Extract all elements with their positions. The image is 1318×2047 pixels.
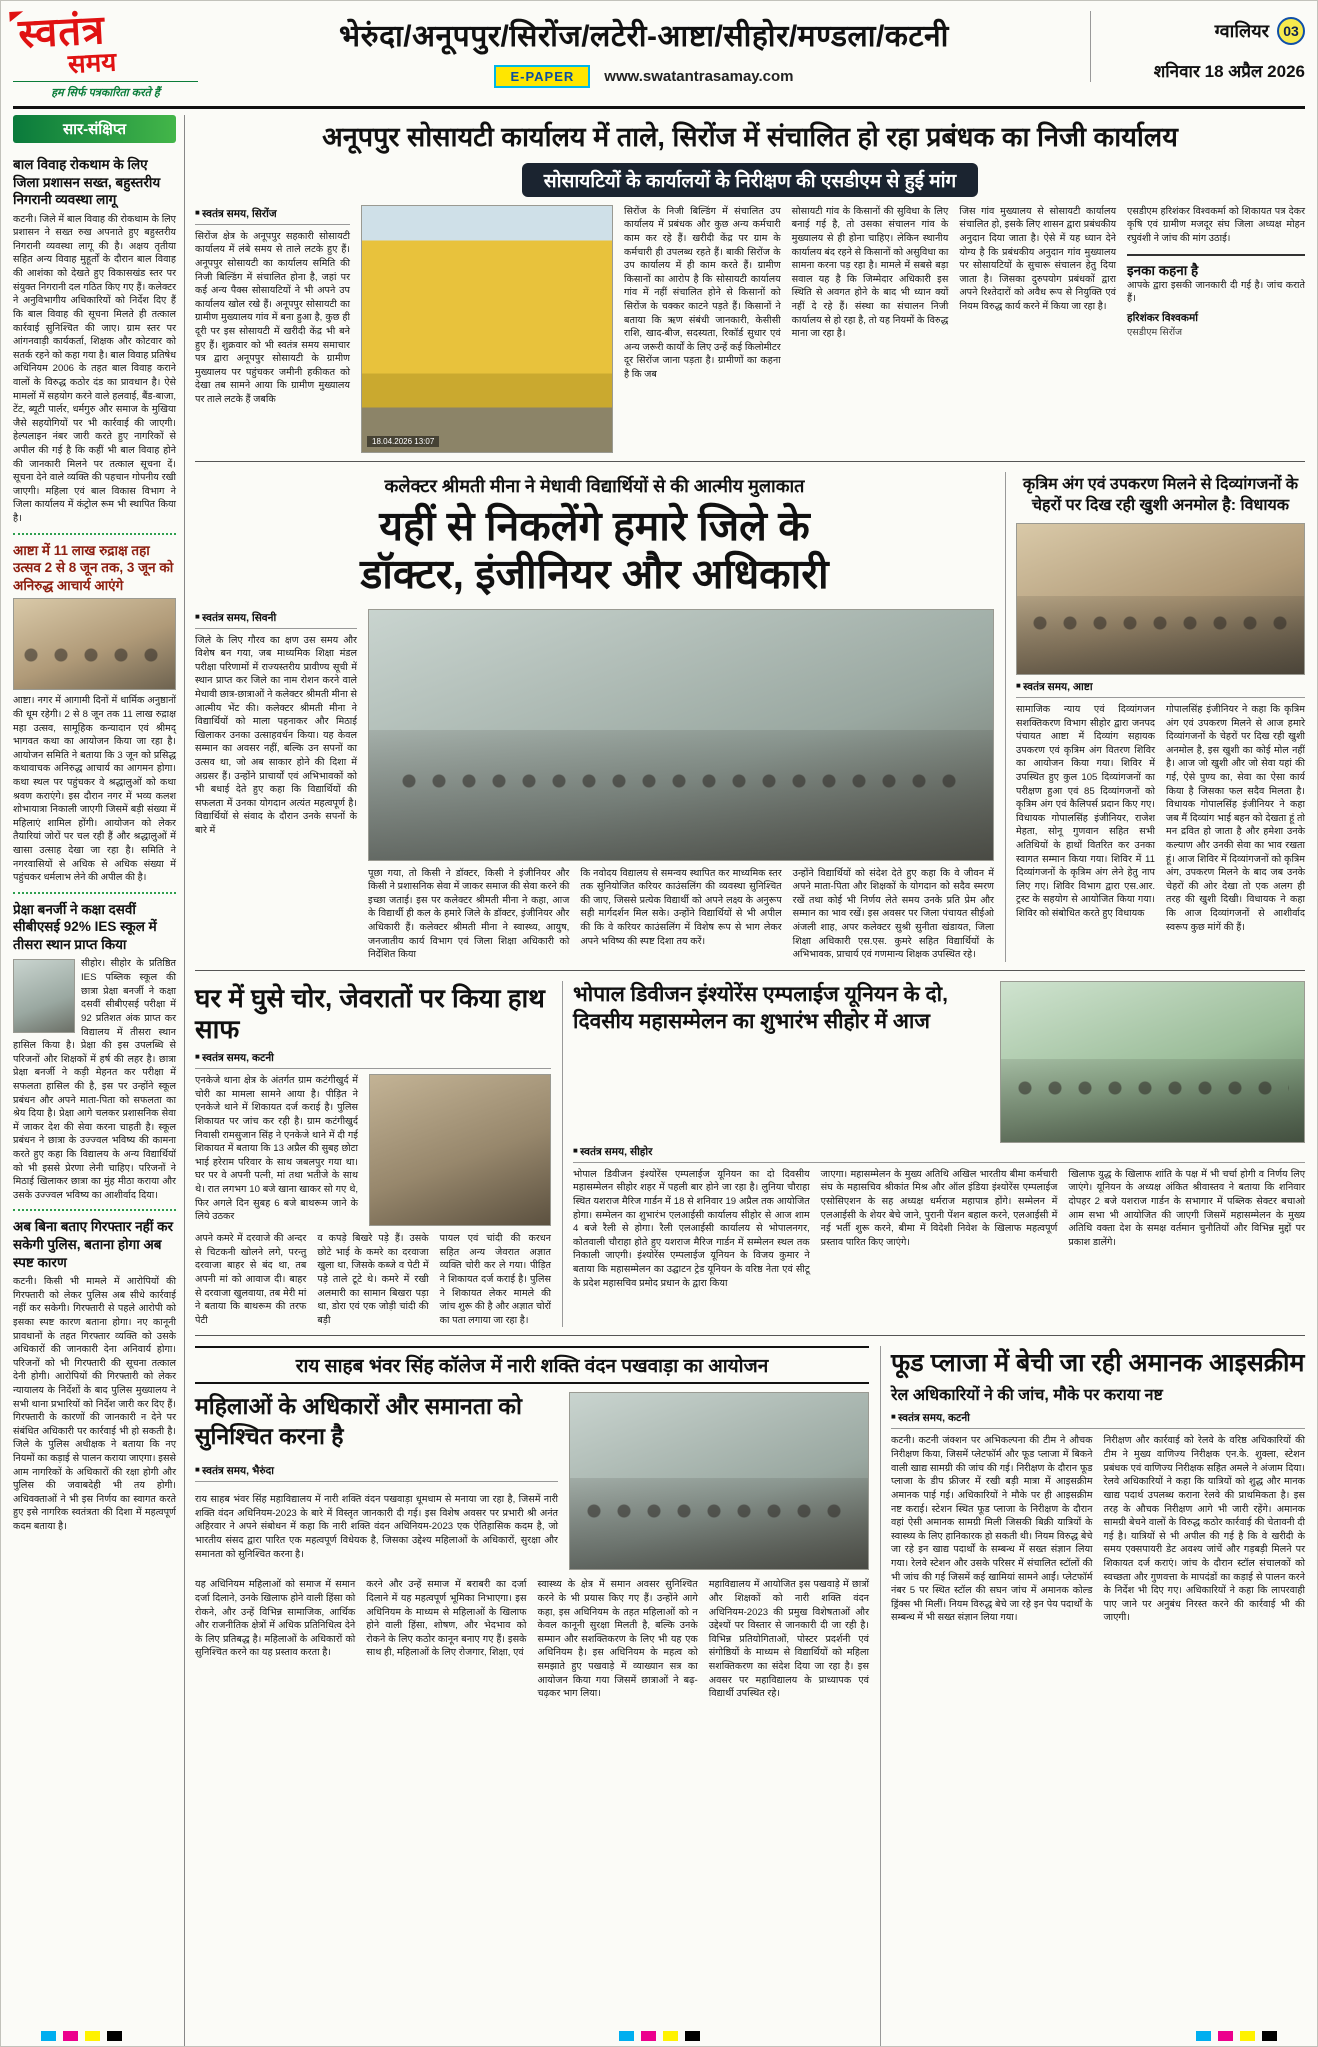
story-students [195,472,994,962]
divyang-camp-photo [1016,523,1305,675]
byline: ■ स्वतंत्र समय, कटनी [195,1051,551,1069]
page-number-badge: 03 [1277,17,1305,45]
tagline: हम सिर्फ पत्रकारिता करते हैं [13,81,198,100]
rudraksh-event-photo [13,598,176,690]
masthead-left [13,8,198,100]
brief-article [13,535,176,894]
byline: ■ स्वतंत्र समय, सिवनी [195,611,357,629]
body-column: सिरोंज के निजी बिल्डिंग में संचालित उप कार्यालय में प्रबंधक और कुछ अन्य कर्मचारी काम कर रहे हैं। खरीदी केंद्र पर ग्राम के कर्मचारी ही उपलब्ध रहते हैं। बाकी सिरोंज के उप कार्यालय में ही काम करते हैं। ग्रामीण किसानों का आरोप है कि सोसायटी कार्यालय गांव में नहीं संचालित होने से किसानों को सिरोंज के चक्कर काटने पड़ते हैं। किसानों ने बताया कि ऋण संबंधी जानकारी, केसीसी राशि, खाद-बीज, सदस्यता, रिकॉर्ड सुधार एवं अन्य जरूरी कार्यों के लिए उन्हें कई किलोमीटर दूर सिरोंज जाना पड़ता है। ग्रामीणों का कहना है कि जब [624,205,781,381]
story-strip-headline: राय साहब भंवर सिंह कॉलेज में नारी शक्ति वंदन पखवाड़ा का आयोजन [195,1346,869,1384]
body-column: गोपालसिंह इंजीनियर ने कहा कि कृत्रिम अंग एवं उपकरण मिलने से आज हमारे दिव्यांगजनों के चेहरों पर दिख रही खुशी अनमोल है, इस खुशी का कोई मोल नहीं है। आज जो खुशी और जो सेवा यहां की गई, ऐसे पुण्य का, सेवा का ऐसा कार्य किया है जिसका फल सदैव मिलता है। विधायक गोपालसिंह इंजीनियर ने कहा जब मैं दिव्यांग भाई बहन को देखता हूं तो मन द्रवित हो जाता है और हमेशा उनके कल्याण और उनकी सेवा का भाव रखता हूं। आज शिविर में दिव्यांगजनों को कृत्रिम अंग, उपकरण मिलने के बाद जब उनके चेहरों की ओर देखा तो एक अलग ही तरह की खुशी दिखी। विधायक ने कहा कि आज दिव्यांगजनों से आशीर्वाद स्वरूप कुछ मांगें की हैं। [1166,703,1305,933]
brief-headline: प्रेक्षा बनर्जी ने कक्षा दसवीं सीबीएसई 92% IES स्कूल में तीसरा स्थान प्राप्त किया [13,901,157,952]
body-column: खिलाफ युद्ध के खिलाफ शांति के पक्ष में भी चर्चा होगी व निर्णय लिए जाएंगे। यूनियन के अध्यक्ष अंकित श्रीवास्तव ने बताया कि शनिवार दोपहर 2 बजे यशराज गार्डन के सभागार में पब्लिक सेक्टर बचाओ आम सभा भी आयोजित की जाएगी जिसमें महासम्मेलन के मुख्य अतिथि वक्ता देश के समक्ष वर्तमान चुनौतियों और विभिन्न मुद्दों पर प्रकाश डालेंगे। [1068,1168,1306,1248]
flag-icon [9,11,24,22]
edition-name: ग्वालियर [1214,21,1269,41]
brief-body: आष्टा। नगर में आगामी दिनों में धार्मिक अनुष्ठानों की धूम रहेगी। 2 से 8 जून तक 11 लाख रुद्राक्ष महा उत्सव, सामूहिक कन्यादान एवं श्रीमद् भागवत कथा का आयोजन किया जा रहा है। आयोजन समिति ने बताया कि 3 जून को प्रसिद्ध कथावाचक अनिरुद्ध आचार्य का आगमन होगा। कथा स्थल पर पहुंचकर वे श्रद्धालुओं को कथा श्रवण कराएंगे। इस दौरान नगर में भव्य कलश शोभायात्रा निकाली जाएगी जिसमें बड़ी संख्या में महिलाएं शामिल होंगी। आयोजन को लेकर तैयारियां जोरों पर चल रही हैं और श्रद्धालुओं में खासा उत्साह देखा जा रहा है। समिति ने नगरवासियों से अधिक से अधिक संख्या में पहुंचकर धर्मलाभ लेने की अपील की है। [13,695,176,884]
brief-headline: बाल विवाह रोकथाम के लिए जिला प्रशासन सख्त, बहुस्तरीय निगरानी व्यवस्था लागू [13,157,161,208]
body-column: जिले के लिए गौरव का क्षण उस समय और विशेष बन गया, जब माध्यमिक शिक्षा मंडल परीक्षा परिणामों में राज्यस्तरीय प्रावीण्य सूची में स्थान प्राप्त कर जिले का नाम रोशन करने वाले मेधावी छात्र-छात्राओं ने कलेक्टर श्रीमती मीना से आत्मीय भेंट की। कलेक्टर श्रीमती मीना ने विद्यार्थियों को माला पहनाकर और मिठाई खिलाकर उनका उत्साहवर्धन किया। यह केवल सम्मान का अवसर नहीं, बल्कि उन सपनों का उत्सव था, जो अब साकार होने की दिशा में अग्रसर हैं। उन्होंने प्राचार्यों एवं अभिभावकों को भी बधाई देते हुए कहा कि विद्यार्थियों की सफलता में उनका योगदान अत्यंत महत्वपूर्ण है। विद्यार्थियों से संवाद के दौरान उनके सपनों के बारे में [195,634,357,837]
brief-headline: अब बिना बताए गिरफ्तार नहीं कर सकेगी पुलिस, बताना होगा अब स्पष्ट कारण [13,1219,173,1270]
quote-text: आपके द्वारा इसकी जानकारी दी गई है। जांच कराते हैं। [1127,279,1306,305]
body-column: सिरोंज क्षेत्र के अनूपपुर सहकारी सोसायटी कार्यालय में लंबे समय से ताले लटके हुए हैं। अनूपपुर सोसायटी का कार्यालय समिति की निजी बिल्डिंग में संचालित होना है, जहां पर कई अन्य पैक्स सोसायटियों ने भी अपने उप कार्यालय खोल रखे हैं। अनूपपुर सोसायटी का ग्रामीण मुख्यालय गांव में बना हुआ है, कुछ ही दूरी पर इस सोसायटी में खरीदी केंद्र भी बने हुए हैं। शुक्रवार को भी स्वतंत्र समय समाचार पत्र द्वारा अनूपपुर सोसायटी के ग्रामीण मुख्यालय पर पहुंचकर जमीनी हकीकत को देखा तब सामने आया कि ग्रामीण मुख्यालय पर ताले लटके हैं जबकि [195,230,350,406]
newspaper-logo [11,6,199,80]
people-silhouettes [585,1502,853,1520]
body-column: पूछा गया, तो किसी ने डॉक्टर, किसी ने इंजीनियर और किसी ने प्रशासनिक सेवा में जाकर समाज की सेवा करने की इच्छा जताई। इस पर कलेक्टर श्रीमती मीना ने कहा, आज के विद्यार्थी ही कल के हमारे जिले के डॉक्टर, इंजीनियर और अधिकारी हैं। कलेक्टर श्रीमती मीना ने स्वास्थ्य, आयुष, जनजातीय कार्य विभाग एवं जिला शिक्षा अधिकारी को निर्देशित किया [368,867,570,961]
logo-text-top: स्वतंत्र [17,8,107,57]
theft-scene-photo [369,1074,551,1226]
story-union [562,981,1305,1328]
byline: ■ स्वतंत्र समय, भैरुंदा [195,1464,558,1482]
story-icecream [880,1346,1305,2047]
story-women [195,1346,869,2047]
byline: ■ स्वतंत्र समय, कटनी [891,1411,1305,1429]
body-column: उन्होंने विद्यार्थियों को संदेश देते हुए कहा कि वे जीवन में अपने माता-पिता और शिक्षकों के योगदान को सदैव स्मरण रखें तथा कोई भी निर्णय लेते समय उनके प्रति प्रेम और सम्मान का भाव रखें। इस अवसर पर जिला पंचायत सीईओ अंजली शाह, अपर कलेक्टर सुश्री सुनीता खंडायत, जिला शिक्षा अधिकारी एस.एस. कुमरे सहित विद्यार्थियों के अभिभावक, प्राचार्य एवं गणमान्य शिक्षक उपस्थित रहे। [792,867,994,961]
people-silhouettes [1031,614,1289,632]
quote-author: हरिशंकर विश्वकर्मा [1127,311,1198,324]
body-column: राय साहब भंवर सिंह महाविद्यालय में नारी शक्ति वंदन पखवाड़ा धूमधाम से मनाया जा रहा है, जिसमें नारी शक्ति वंदन अधिनियम-2023 के बारे में विस्तृत जानकारी दी गई। इस विशेष अवसर पर प्रभारी श्री अनंत अहिरवार ने अपने संबोधन में कहा कि नारी शक्ति वंदन अधिनियम-2023 एक ऐतिहासिक कदम है, जो भारतीय संसद द्वारा पारित एक महत्वपूर्ण विधेयक है, जिसका उद्देश्य महिलाओं के अधिकारों, सुरक्षा और समानता को सुनिश्चित करना है। [195,1494,558,1560]
story-headline: अनूपपुर सोसायटी कार्यालय में ताले, सिरोंज में संचालित हो रहा प्रबंधक का निजी कार्यालय [322,122,1178,152]
cmyk-marks-center [619,2031,700,2041]
story-society [195,115,1305,462]
cmyk-marks-right [1196,2031,1277,2041]
byline: ■ स्वतंत्र समय, सिरोंज [195,207,350,225]
students-group-photo [368,609,994,861]
body-column: भोपाल डिवीजन इंश्योरेंस एम्पलाईज यूनियन का दो दिवसीय महासम्मेलन सीहोर शहर में पहली बार होने जा रहा है। लुनिया चौराहा स्थित यशराज मैरिज गार्डन में 18 से शनिवार 19 अप्रैल तक आयोजित होगा। सम्मेलन का शुभारंभ एलआईसी कार्यालय सीहोर से आज शाम 4 बजे रैली से होगा। रैली एलआईसी कार्यालय से भोपालनगर, कोतवाली चौराहा होते हुए यशराज मैरिज गार्डन में सम्मेलन स्थल तक निकाली जाएगी। इंश्योरेंस एम्पलाईज यूनियन के विजय कुमार ने बताया कि महासम्मेलन का उद्घाटन ट्रेड यूनियन के वरिष्ठ नेता एवं सीटू के प्रदेश महासचिव प्रमोद प्रधान के द्वारा किया [573,1168,810,1289]
body-column: सोसायटी गांव के किसानों की सुविधा के लिए बनाई गई है, तो उसका संचालन गांव के मुख्यालय से ही होना चाहिए। लेकिन स्थानीय कार्यालय बंद रहने से किसानों को असुविधा का सामना करना पड़ रहा है। मामले में सबसे बड़ा सवाल यह है कि जिम्मेदार अधिकारी इस स्थिति से अवगत होने के बाद भी ध्यान क्यों नहीं दे रहे हैं। संस्था का संचालन निजी कार्यालय से हो रहा है, तो यह नियमों के विरुद्ध माना जा रहा है। [791,205,949,340]
story-headline: कृत्रिम अंग एवं उपकरण मिलने से दिव्यांगजनों के चेहरों पर दिख रही खुशी अनमोल है: विधायक [1022,475,1299,515]
story-headline: घर में घुसे चोर, जेवरातों पर किया हाथ साफ [195,982,545,1044]
story-subhead: रेल अधिकारियों ने की जांच, मौके पर कराया नष्ट [891,1386,1163,1404]
middle-section [195,468,1305,971]
people-silhouettes [22,646,167,664]
masthead-rule [13,106,1305,109]
body-column: कि नवोदय विद्यालय से समन्वय स्थापित कर माध्यमिक स्तर तक सुनियोजित करियर काउंसलिंग की व्यवस्था सुनिश्चित की जाए, जिससे प्रत्येक विद्यार्थी को अपने लक्ष्य के अनुरूप सही मार्गदर्शन मिल सके। उन्होंने विद्यार्थियों से भी अपील की कि वे करियर काउंसलिंग में विशेष रूप से भाग लेकर अपने भविष्य की स्पष्ट दिशा तय करें। [580,867,782,947]
epaper-badge[interactable]: E-PAPER [494,65,590,88]
body-column: अपने कमरे में दरवाजे की अन्दर से चिटकनी खोलने लगे, परन्तु दरवाजा बाहर से बंद था, तब अपनी मां को आवाज दी। बाहर से दरवाजा खुलवाया, तब मेरी मां ने बताया कि बाथरूम की तरफ पेटी [195,1233,307,1326]
story-headline: यहीं से निकलेंगे हमारे जिले के डॉक्टर, इंजीनियर और अधिकारी [360,502,829,598]
story-headline: महिलाओं के अधिकारों और समानता को सुनिश्चित करना है [195,1393,522,1450]
byline: ■ स्वतंत्र समय, आष्टा [1016,680,1305,698]
body-column: कटनी। कटनी जंक्शन पर अभिकल्पना की टीम ने औचक निरीक्षण किया, जिसमें प्लेटफॉर्म और फूड प्लाजा में बिकने वाली खाद्य सामग्री की जांच की गई। निरीक्षण के दौरान फूड प्लाजा के डीप फ्रीजर में रखी बड़ी मात्रा में आइसक्रीम अमानक पाई गई। अधिकारियों ने मौके पर ही आइसक्रीम नष्ट कराई। स्टेशन स्थित फूड प्लाजा के निरीक्षण के दौरान वहां ऐसी अमानक सामग्री मिली जिसकी बिक्री यात्रियों के स्वास्थ्य के लिए हानिकारक हो सकती थी। नियम विरुद्ध बेचे जा रहे इन खाद्य पदार्थों के सम्बन्ध में सख्त संज्ञान लिया गया। रेलवे स्टेशन और उसके परिसर में संचालित स्टॉलों की भी जांच की गई जिसमें कई खामियां सामने आईं। प्लेटफॉर्म नंबर 5 पर स्थित स्टॉल की सघन जांच में अमानक कोल्ड ड्रिंक्स भी मिलीं। नियम विरुद्ध बेचे जा रहे इन पेय पदार्थों के सम्बन्ध में भी सख्त संज्ञान लिया गया। [891,1435,1093,1624]
masthead-center [210,11,1078,88]
masthead [13,9,1305,104]
body-column: पायल एवं चांदी की करधन सहित अन्य जेवरात अज्ञात व्यक्ति चोरी कर ले गया। पीड़ित ने शिकायत दर्ज कराई है। पुलिस ने शिकायत लेकर मामले की जांच शुरू की है और अज्ञात चोरों का पता लगाया जा रहा है। [439,1233,551,1326]
story-kicker: कलेक्टर श्रीमती मीना ने मेधावी विद्यार्थियों से की आत्मीय मुलाकात [384,475,805,496]
briefs-section-title: सार-संक्षिप्त [13,115,176,143]
body-column: जाएगा। महासम्मेलन के मुख्य अतिथि अखिल भारतीय बीमा कर्मचारी संघ के महासचिव श्रीकांत मिश्र और ऑल इंडिया इंश्योरेंस एम्पलाईज एसोसिएशन के सह अध्यक्ष धर्मराज महापात्र होंगे। सम्मेलन में एलआईसी के शेयर बेचे जाने, पुरानी पेंशन बहाल करने, एलआईसी में नई भर्ती शुरू करने, बीमा में विदेशी निवेश के खिलाफ महत्वपूर्ण प्रस्ताव पारित किए जाएंगे। [820,1168,1058,1248]
quote-section-title: इनका कहना है [1127,254,1305,279]
brief-article [13,1211,176,1540]
sidebar-briefs [13,115,185,2047]
photo-timestamp: 18.04.2026 13:07 [367,436,439,447]
brief-article [13,894,176,1212]
bottom-section [195,1342,1305,2047]
body-column: एसडीएम हरिशंकर विश्वकर्मा को शिकायत पत्र देकर कृषि एवं ग्रामीण मजदूर संघ जिला अध्यक्ष मोहन रघुवंशी ने जांच की मांग उठाई। [1127,205,1306,244]
lower-section [195,977,1305,1337]
story-theft [195,981,551,1328]
story-headline: भोपाल डिवीजन इंश्योरेंस एम्पलाईज यूनियन के दो, दिवसीय महासम्मेलन का शुभारंभ सीहोर में आज [573,982,948,1034]
brief-headline: आष्टा में 11 लाख रुद्राक्ष तहा उत्सव 2 से 8 जून तक, 3 जून को अनिरुद्ध आचार्य आएंगे [13,542,174,593]
body-column: एनकेजे थाना क्षेत्र के अंतर्गत ग्राम कटंगीखुर्द में चोरी का मामला सामने आया है। पीड़ित ने एनकेजे थाने में शिकायत दर्ज कराई है। पुलिस शिकायत पर जांच कर रही है। ग्राम कटंगीखुर्द निवासी रामसुजान सिंह ने एनकेजे थाने में दी गई शिकायत में बताया कि 13 अप्रैल की सुबह छोटा भाई हरेराम परिवार के साथ जबलपुर गया था। घर पर वे अपनी पत्नी, मां तथा भतीजे के साथ थे। रात लगभग 10 बजे खाना खाकर सो गए थे, फिर अगले दिन सुबह 6 बजे बाथरूम जाने के लिये उठकर [195,1075,358,1223]
body-column: स्वास्थ्य के क्षेत्र में समान अवसर सुनिश्चित करने के भी प्रयास किए गए हैं। उन्होंने आगे कहा, इस अधिनियम के तहत महिलाओं को न केवल कानूनी सुरक्षा मिलती है, बल्कि उनके सम्मान और सशक्तिकरण के लिए भी यह एक अधिनियम है। इस अधिनियम के महत्व को समझाते हुए पखवाड़े में व्याख्यान सत्र का आयोजन किया गया जिसमें छात्राओं ने बढ़-चढ़कर भाग लिया। [537,1579,698,1700]
story-subhead-banner: सोसायटियों के कार्यालयों के निरीक्षण की एसडीएम से हुई मांग [522,163,979,197]
body-column: व कपड़े बिखरे पड़े हैं। उसके छोटे भाई के कमरे का दरवाजा खुला था, जिसके कब्जे व पेटी में पड़े ताले टूटे थे। कमरे में रखी अलमारी का सामान बिखरा पड़ा था, डोरा एवं एक जोड़ी चांदी की बड़ी [317,1233,429,1326]
body-column: निरीक्षण और कार्रवाई को रेलवे के वरिष्ठ अधिकारियों की टीम ने मुख्य वाणिज्य निरीक्षक एन.के. शुक्ला, स्टेशन प्रबंधक एवं वाणिज्य निरीक्षक सहित अमले ने अंजाम दिया। रेलवे अधिकारियों ने कहा कि यात्रियों को शुद्ध और मानक खाद्य पदार्थ उपलब्ध कराना रेलवे की प्राथमिकता है। इस तरह के औचक निरीक्षण आगे भी जारी रहेंगे। अमानक सामग्री बेचने वालों के विरुद्ध कठोर कार्रवाई की चेतावनी दी गई है। यात्रियों से भी अपील की गई है कि वे खरीदी के समय एक्सपायरी डेट अवश्य जांचें और गड़बड़ी मिलने पर शिकायत दर्ज कराएं। जांच के दौरान स्टॉल संचालकों को स्वच्छता और गुणवत्ता के मापदंडों का कड़ाई से पालन करने के निर्देश भी दिए गए। अधिकारियों ने कहा कि लापरवाही पाए जाने पर अनुबंध निरस्त करने की कार्रवाई भी की जाएगी। [1103,1435,1305,1624]
body-column: यह अधिनियम महिलाओं को समाज में समान दर्जा दिलाने, उनके खिलाफ होने वाली हिंसा को रोकने, और उन्हें विभिन्न सामाजिक, आर्थिक और राजनीतिक क्षेत्रों में अधिक प्रतिनिधित्व देने के लिए प्रतिबद्ध है। महिलाओं के अधिकारों को सुनिश्चित करने का यह प्रस्ताव करता है। [195,1579,356,1659]
body-column: महाविद्यालय में आयोजित इस पखवाड़े में छात्रों और शिक्षकों को नारी शक्ति वंदन अधिनियम-2023 की प्रमुख विशेषताओं और उद्देश्यों पर विस्तार से जानकारी दी जा रही है। विभिन्न प्रतियोगिताओं, पोस्टर प्रदर्शनी एवं संगोष्ठियों के माध्यम से विद्यार्थियों को महिला सशक्तिकरण का संदेश दिया जा रहा है। इस अवसर पर महाविद्यालय के प्राध्यापक एवं विद्यार्थी उपस्थित रहे। [708,1579,869,1700]
edition-date: शनिवार 18 अप्रैल 2026 [1153,62,1305,81]
brief-body: सीहोर। सीहोर के प्रतिष्ठित IES पब्लिक स्कूल की छात्रा प्रेक्षा बनर्जी ने कक्षा दसवीं सीबीएसई परीक्षा में 92 प्रतिशत अंक प्राप्त कर विद्यालय में तीसरा स्थान हासिल किया है। प्रेक्षा की इस उपलब्धि से परिजनों और शिक्षकों में हर्ष की लहर है। छात्रा प्रेक्षा बनर्जी ने कड़ी मेहनत कर परीक्षा में सफलता हासिल की है, इस पर उन्होंने स्कूल प्रबंधन और अपने माता-पिता को सफलता का श्रेय दिया है। प्रेक्षा आगे चलकर प्रशासनिक सेवा में जाकर देश की सेवा करना चाहती है। स्कूल प्रबंधन ने छात्रा के उज्ज्वल भविष्य की कामना करते हुए कहा कि विद्यालय के अन्य विद्यार्थियों को भी इससे प्रेरणा लेनी चाहिए। परिजनों ने मिठाई खिलाकर छात्रा का मुंह मीठा कराया और उसके उज्ज्वल भविष्य का आशीर्वाद दिया। [13,958,176,1201]
brief-body: कटनी। किसी भी मामले में आरोपियों की गिरफ्तारी को लेकर पुलिस अब सीधे कार्रवाई नहीं कर सकेगी। गिरफ्तारी से पहले आरोपी को इसका स्पष्ट कारण बताना होगा। नए कानूनी प्रावधानों के तहत गिरफ्तार व्यक्ति को उसके अधिकारों की जानकारी देना अनिवार्य होगा। परिजनों को भी गिरफ्तारी की सूचना तत्काल देनी होगी। आरोपियों की गिरफ्तारी को लेकर न्यायालय के निर्देशों के बाद पुलिस मुख्यालय ने सभी थाना प्रभारियों को निर्देश जारी कर दिए हैं। गिरफ्तारी के कारणों की जानकारी न देने पर संबंधित अधिकारी पर कार्रवाई भी हो सकती है। जिले के पुलिस अधीक्षक ने बताया कि नए नियमों का कड़ाई से पालन कराया जाएगा। इससे आम नागरिकों के अधिकारों की रक्षा होगी और पुलिस की जवाबदेही भी तय होगी। अधिवक्ताओं ने भी इस निर्णय का स्वागत करते हुए इसे नागरिक स्वतंत्रता की दिशा में महत्वपूर्ण कदम बताया है। [13,1276,176,1533]
people-silhouettes [400,772,962,790]
districts-strip: भेरुंदा/अनूपपुर/सिरोंज/लटेरी-आष्टा/सीहोर/मण्डला/कटनी [339,20,949,53]
student-portrait-photo [13,959,75,1033]
print-registration-marks [1,2031,1317,2041]
cmyk-marks-left [41,2031,122,2041]
byline: ■ स्वतंत्र समय, सीहोर [573,1145,1305,1163]
brief-article [13,149,176,535]
website-link[interactable]: www.swatantrasamay.com [604,68,794,85]
people-silhouettes [1016,1079,1289,1097]
quote-designation: एसडीएम सिरोंज [1127,326,1183,338]
body-column: सामाजिक न्याय एवं दिव्यांगजन सशक्तिकरण विभाग सीहोर द्वारा जनपद पंचायत आष्टा में दिव्यांग सहायक उपकरण एवं कृत्रिम अंग वितरण शिविर का आयोजन किया गया। शिविर में उपस्थित हुए कुल 105 दिव्यांगजनों का परीक्षण हुआ एवं 85 दिव्यांगजनों को कृत्रिम अंग एवं कैलिपर्स प्रदान किए गए। विधायक गोपालसिंह इंजीनियर, राजेश मेहता, सोनू गुणवान सहित सभी अतिथियों के हाथों वितरित कर उनका स्वागत सम्मान किया गया। शिविर में 11 दिव्यांगजनों के कृत्रिम अंग लेने हेतु नाप लिए गए। शिविर विभाग द्वारा एस.आर. ट्रस्ट के सहयोग से आयोजित किया गया। शिविर को संबोधित करते हुए विधायक [1016,703,1155,920]
college-event-photo [569,1392,869,1570]
logo-text-bottom: समय [67,46,117,79]
story-headline: फूड प्लाजा में बेची जा रही अमानक आइसक्रीम [891,1349,1305,1378]
union-meeting-photo [1000,981,1305,1143]
story-divyang [1005,472,1305,962]
main-content [195,115,1305,2047]
masthead-right [1090,11,1305,82]
brief-body: कटनी। जिले में बाल विवाह की रोकथाम के लिए प्रशासन ने सख्त रुख अपनाते हुए बहुस्तरीय निगरानी व्यवस्था लागू की है। अक्षय तृतीया सहित अन्य विवाह मुहूर्तों के दौरान बाल विवाह की आशंका को देखते हुए विकासखंड स्तर पर संयुक्त निगरानी दल गठित किए गए हैं। कलेक्टर ने अनुविभागीय अधिकारियों को निर्देश दिए हैं कि बाल विवाह की सूचना मिलते ही तत्काल कार्रवाई सुनिश्चित की जाए। ग्राम स्तर पर आंगनवाड़ी कार्यकर्ता, शिक्षक और कोटवार को सतर्क रहने को कहा गया है। बाल विवाह प्रतिषेध अधिनियम 2006 के तहत बाल विवाह कराने वालों के विरुद्ध कठोर दंड का प्रावधान है। ऐसे मामलों में सहयोग करने वाले हलवाई, बैंड-बाजा, टेंट, ब्यूटी पार्लर, धर्मगुरु और समाज के मुखिया जैसे सहयोगियों पर भी कार्रवाई की जाएगी। हेल्पलाइन नंबर जारी करते हुए नागरिकों से अपील की गई है कि कहीं भी बाल विवाह होने की जानकारी मिलने पर तत्काल सूचना दें। सूचना देने वाले व्यक्ति की पहचान गोपनीय रखी जाएगी। महिला एवं बाल विकास विभाग ने जिला कार्यालय में कंट्रोल रूम भी स्थापित किया है। [13,213,176,525]
society-office-photo [361,205,613,453]
body-column: जिस गांव मुख्यालय से सोसायटी कार्यालय संचालित हो, इसके लिए शासन द्वारा प्रबंधकीय अनुदान दिया जाता है। ऐसे में यह ध्यान देने योग्य है कि प्रबंधकीय अनुदान गांव मुख्यालय पर सोसायटियों के सुचारू संचालन हेतु दिया जाता है। जिसका दुरुपयोग प्रबंधकों द्वारा अपने रिश्तेदारों को अवैध रूप से नियुक्ति एवं नियम विरुद्ध कार्य करने में किया जा रहा है। [959,205,1117,313]
body-column: करने और उन्हें समाज में बराबरी का दर्जा दिलाने में यह महत्वपूर्ण भूमिका निभाएगा। इस अधिनियम के माध्यम से महिलाओं के खिलाफ होने वाली हिंसा, शोषण, और भेदभाव को रोकने के लिए कठोर कानून बनाए गए हैं। इसके साथ ही, महिलाओं के लिए रोजगार, शिक्षा, एवं [366,1579,527,1659]
